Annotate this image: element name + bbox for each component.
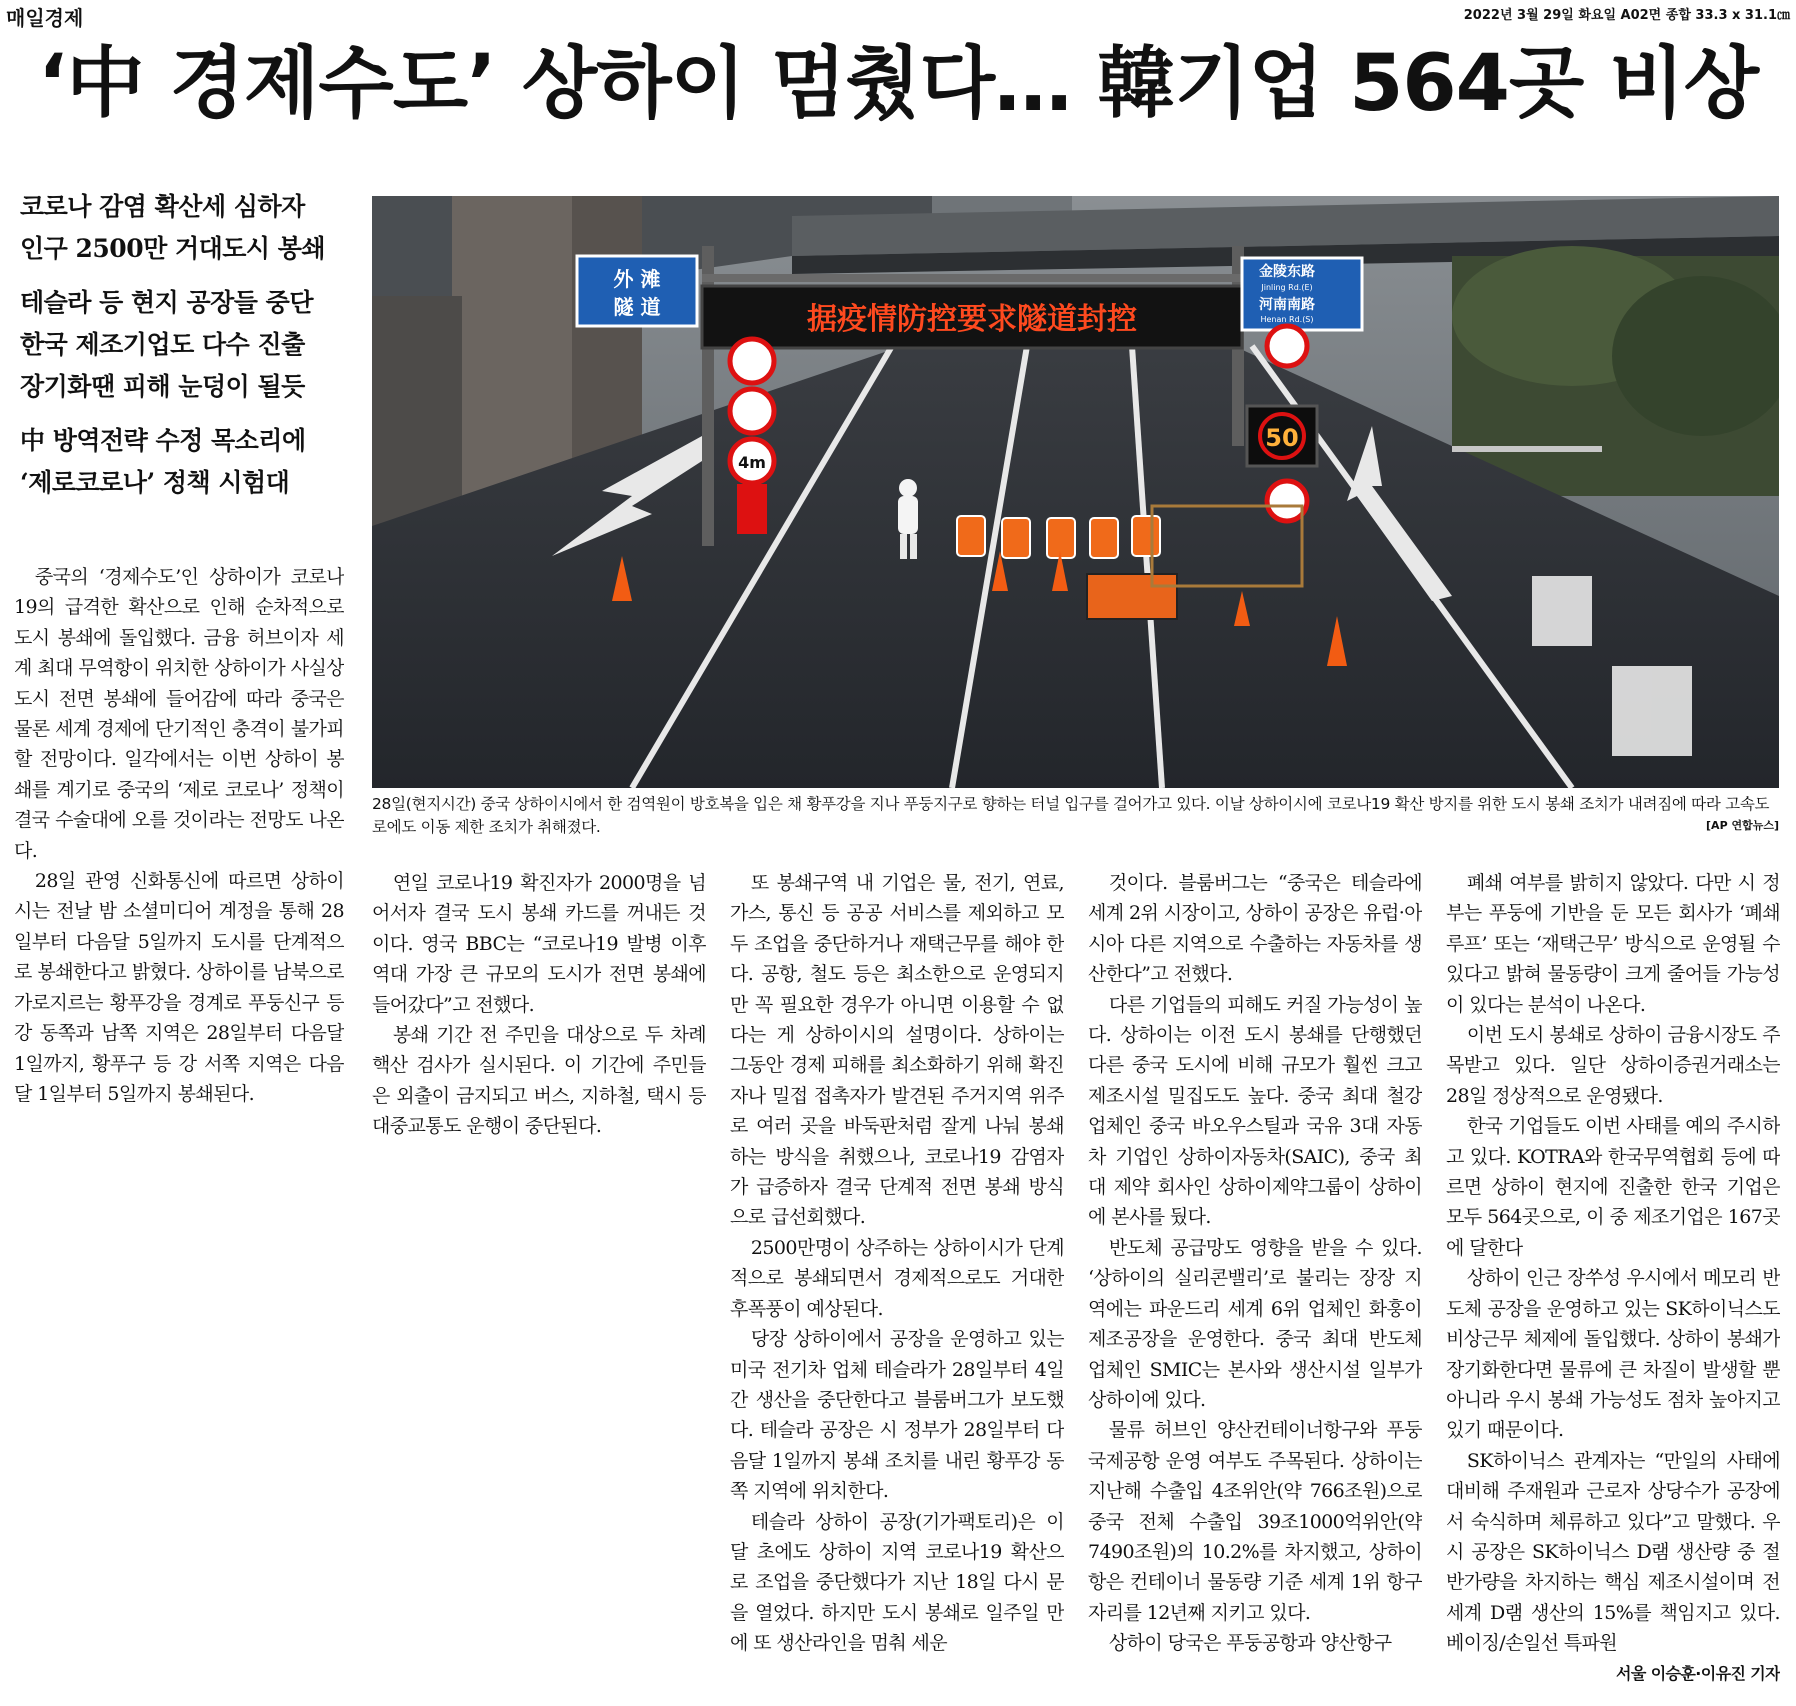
byline: 서울 이승훈·이유진 기자 <box>1616 1663 1780 1683</box>
article-column-2 <box>372 868 706 1148</box>
article-column-5 <box>1446 868 1780 1702</box>
subheads <box>20 186 350 516</box>
article-paragraph: 이번 도시 봉쇄로 상하이 금융시장도 주목받고 있다. 일단 상하이증권거래소는 28일 정상적으로 운영됐다. <box>1446 1024 1780 1107</box>
subhead-group-2 <box>20 282 350 408</box>
subhead-line: ‘제로코로나’ 정책 시험대 <box>20 468 290 497</box>
subhead-line: 인구 2500만 거대도시 봉쇄 <box>20 234 326 263</box>
subhead-line: 코로나 감염 확산세 심하자 <box>20 192 305 221</box>
article-column-1 <box>14 562 344 1148</box>
article-paragraph: SK하이닉스 관계자는 “만일의 사태에 대비해 주재원과 근로자 상당수가 공장에서 숙식하며 체류하고 있다”고 말했다. 우시 공장은 SK하이닉스 D램 생산량 중 절반가량을 차지하는 핵심 제조시설이며 전 세계 D램 생산의 15%를 책임지고 있다. 베이징/손일선 특파원 <box>1446 1449 1780 1655</box>
article-paragraph: 당장 상하이에서 공장을 운영하고 있는 미국 전기차 업체 테슬라가 28일부터 4일간 생산을 중단한다고 블룸버그가 보도했다. 테슬라 공장은 시 정부가 28일부터 다음달 1일까지 봉쇄 조치를 내린 황푸강 동쪽 지역에 위치한다. <box>730 1328 1064 1503</box>
article-paragraph: 28일 관영 신화통신에 따르면 상하이시는 전날 밤 소셜미디어 계정을 통해 28일부터 다음달 5일까지 도시를 단계적으로 봉쇄한다고 밝혔다. 상하이를 남북으로 가로지르는 황푸강을 경계로 푸둥신구 등 강 동쪽과 남쪽 지역은 28일부터 다음달 1일까지, 황푸구 등 강 서쪽 지역은 다음달 1일부터 5일까지 봉쇄된다. <box>14 870 344 1105</box>
sign-text: Jinling Rd.(E) <box>1261 283 1313 292</box>
article-paragraph: 상하이 당국은 푸둥공항과 양산항구 <box>1108 1632 1392 1655</box>
article-paragraph: 반도체 공급망도 영향을 받을 수 있다. ‘상하이의 실리콘밸리’로 불리는 장장 지역에는 파운드리 세계 6위 업체인 화훙이 제조공장을 운영한다. 중국 최대 반도체 업체인 SMIC는 본사와 생산시설 일부가 상하이에 있다. <box>1088 1236 1422 1411</box>
subhead-group-3 <box>20 420 350 504</box>
article-paragraph: 한국 기업들도 이번 사태를 예의 주시하고 있다. KOTRA와 한국무역협회 등에 따르면 상하이 현지에 진출한 한국 기업은 모두 564곳으로, 이 중 제조기업은 167곳에 달한다 <box>1446 1115 1780 1259</box>
height-limit-text: 4m <box>738 453 766 472</box>
subhead-line: 테슬라 등 현지 공장들 중단 <box>20 288 313 317</box>
subhead-line: 장기화땐 피해 눈덩이 될듯 <box>20 372 305 401</box>
article-paragraph: 또 봉쇄구역 내 기업은 물, 전기, 연료, 가스, 통신 등 공공 서비스를 제외하고 모두 조업을 중단하거나 재택근무를 해야 한다. 공항, 철도 등은 최소한으로 운영되지만 꼭 필요한 경우가 아니면 이용할 수 없다는 게 상하이시의 설명이다. 상하이는 그동안 경제 피해를 최소화하기 위해 확진자나 밀접 접촉자가 발견된 주거지역 위주로 여러 곳을 바둑판처럼 잘게 나눠 봉쇄하는 방식을 취했으나, 코로나19 감염자가 급증하자 결국 단계적 전면 봉쇄 방식으로 급선회했다. <box>730 872 1064 1229</box>
article-paragraph: 폐쇄 여부를 밝히지 않았다. 다만 시 정부는 푸둥에 기반을 둔 모든 회사가 ‘폐쇄루프’ 또는 ‘재택근무’ 방식으로 운영될 수 있다고 밝혀 물동량이 크게 줄어들 가능성이 있다는 분석이 나온다. <box>1446 872 1780 1016</box>
road-barrier <box>1087 574 1177 619</box>
article-paragraph: 봉쇄 기간 전 주민을 대상으로 두 차례 핵산 검사가 실시된다. 이 기간에 주민들은 외출이 금지되고 버스, 지하철, 택시 등 대중교통도 운행이 중단된다. <box>372 1024 706 1138</box>
led-banner-text: 据疫情防控要求隧道封控 <box>807 302 1137 337</box>
sign-text: 河南南路 <box>1259 297 1315 313</box>
headline: ‘中 경제수도’ 상하이 멈췄다… 韓기업 564곳 비상 <box>37 39 1759 129</box>
article-paragraph: 중국의 ‘경제수도’인 상하이가 코로나19의 급격한 확산으로 인해 순차적으로 도시 봉쇄에 돌입했다. 금융 허브이자 세계 최대 무역항이 위치한 상하이가 사실상 도시 전면 봉쇄에 들어감에 따라 중국은 물론 세계 경제에 단기적인 충격이 불가피할 전망이다. 일각에서는 이번 상하이 봉쇄를 계기로 중국의 ‘제로 코로나’ 정책이 결국 수술대에 오를 것이라는 전망도 나온다. <box>14 566 344 862</box>
sign-text: 隧 道 <box>613 295 661 319</box>
article-column-3 <box>730 868 1064 1702</box>
article-paragraph: 것이다. 블룸버그는 “중국은 테슬라에 세계 2위 시장이고, 상하이 공장은 유럽·아시아 다른 지역으로 수출하는 자동차를 생산한다”고 전했다. <box>1088 872 1422 986</box>
article-paragraph: 물류 허브인 양산컨테이너항구와 푸둥국제공항 운영 여부도 주목된다. 상하이는 지난해 수출입 4조위안(약 766조원)으로 중국 전체 수출입 39조1000억위안(약 7490조원)의 10.2%를 차지했고, 상하이항은 컨테이너 물동량 기준 세계 1위 항구 자리를 12년째 지키고 있다. <box>1088 1419 1422 1624</box>
dateline: 2022년 3월 29일 화요일 A02면 종합 33.3 x 31.1㎝ <box>1463 8 1790 23</box>
subhead-line: 한국 제조기업도 다수 진출 <box>20 330 305 359</box>
photo-credit: [AP 연합뉴스] <box>1706 819 1779 832</box>
no-trucks-sign <box>730 339 774 383</box>
article-paragraph: 상하이 인근 장쑤성 우시에서 메모리 반도체 공장을 운영하고 있는 SK하이닉스도 비상근무 체제에 돌입했다. 상하이 봉쇄가 장기화한다면 물류에 큰 차질이 발생할 뿐 아니라 우시 봉쇄 가능성도 점차 높아지고 있기 때문이다. <box>1446 1267 1780 1442</box>
photo-caption: 28일(현지시간) 중국 상하이시에서 한 검역원이 방호복을 입은 채 황푸강을 지나 푸둥지구로 향하는 터널 입구를 걸어가고 있다. 이날 상하이시에 코로나19 확산 방지를 위한 도시 봉쇄 조치가 내려짐에 따라 고속도로에도 이동 제한 조치가 취해졌다. <box>372 795 1770 836</box>
news-photo <box>372 196 1779 788</box>
subhead-line: 中 방역전략 수정 목소리에 <box>20 426 306 455</box>
chevron-sign <box>737 484 767 534</box>
no-hazmat-sign <box>730 389 774 433</box>
article-paragraph: 테슬라 상하이 공장(기가팩토리)은 이달 초에도 상하이 지역 코로나19 확산으로 조업을 중단했다가 지난 18일 다시 문을 열었다. 하지만 도시 봉쇄로 일주일 만에 또 생산라인을 멈춰 세운 <box>730 1510 1064 1655</box>
speed-limit-text: 50 <box>1265 424 1299 452</box>
newspaper-name: 매일경제 <box>6 6 84 30</box>
article-column-4 <box>1088 868 1422 1702</box>
sign-text: 金陵东路 <box>1259 264 1315 280</box>
subhead-group-1 <box>20 186 350 270</box>
article-paragraph: 2500만명이 상주하는 상하이시가 단계적으로 봉쇄되면서 경제적으로도 거대한 후폭풍이 예상된다. <box>730 1236 1064 1320</box>
article-paragraph: 연일 코로나19 확진자가 2000명을 넘어서자 결국 도시 봉쇄 카드를 꺼내든 것이다. 영국 BBC는 “코로나19 발병 이후 역대 가장 큰 규모의 도시가 전면 봉쇄에 들어갔다”고 전했다. <box>372 872 706 1016</box>
article-paragraph: 다른 기업들의 피해도 커질 가능성이 높다. 상하이는 이전 도시 봉쇄를 단행했던 다른 중국 도시에 비해 규모가 훨씬 크고 제조시설 밀집도도 높다. 중국 최대 철강 업체인 중국 바오우스틸과 국유 3대 자동차 기업인 상하이자동차(SAIC), 중국 최대 제약 회사인 상하이제약그룹이 상하이에 본사를 뒀다. <box>1088 993 1422 1229</box>
tunnel-checkpoint-illustration <box>372 196 1779 788</box>
sign-text: 外 滩 <box>613 267 661 291</box>
no-motorcycles-sign <box>1267 326 1307 366</box>
sign-text: Henan Rd.(S) <box>1260 315 1314 324</box>
